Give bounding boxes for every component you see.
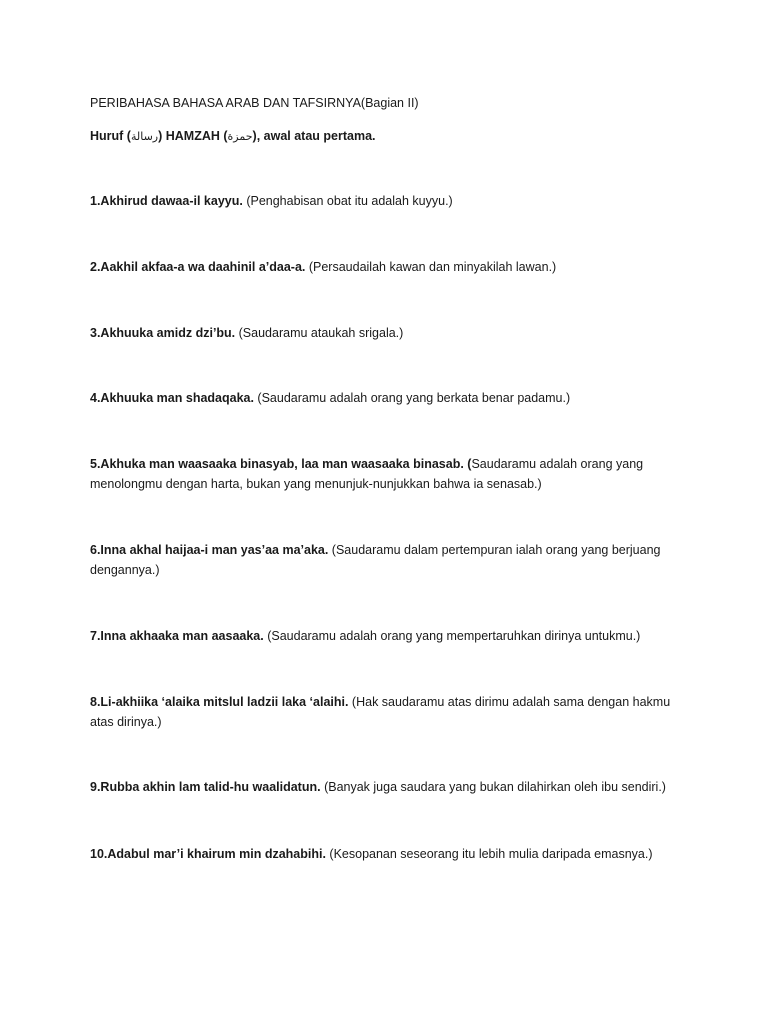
proverb-phrase: 9.Rubba akhin lam talid-hu waalidatun. xyxy=(90,780,321,794)
proverb-meaning: (Banyak juga saudara yang bukan dilahirkan oleh ibu sendiri.) xyxy=(320,780,666,794)
proverb-phrase: 5.Akhuka man waasaaka binasyab, laa man waasaaka binasab. ( xyxy=(90,457,472,471)
proverb-meaning: (Saudaramu dalam pertempuran ialah orang yang berjuang dengannya.) xyxy=(90,543,661,577)
proverb-meaning: (Saudaramu ataukah srigala.) xyxy=(235,326,404,340)
subtitle-suffix: ), awal atau pertama. xyxy=(252,129,376,143)
title-text: PERIBAHASA BAHASA ARAB DAN TAFSIRNYA(Bagian II) xyxy=(90,96,419,110)
proverb-meaning: (Saudaramu adalah orang yang berkata benar padamu.) xyxy=(253,391,571,405)
proverb-item xyxy=(90,388,690,408)
proverb-phrase: 7.Inna akhaaka man aasaaka. xyxy=(90,629,264,643)
proverb-meaning: (Saudaramu adalah orang yang mempertaruhkan dirinya untukmu.) xyxy=(263,629,641,643)
proverb-phrase: 4.Akhuuka man shadaqaka. xyxy=(90,391,254,405)
proverb-phrase: 1.Akhirud dawaa-il kayyu. xyxy=(90,194,243,208)
proverb-meaning: (Kesopanan seseorang itu lebih mulia daripada emasnya.) xyxy=(325,847,653,861)
proverb-item xyxy=(90,844,690,864)
proverb-meaning: Saudaramu adalah orang yang menolongmu dengan harta, bukan yang menunjuk-nunjukkan bahwa ia senasab.) xyxy=(90,457,644,491)
proverb-item xyxy=(90,626,690,646)
document-subtitle xyxy=(90,126,690,147)
subtitle-mid: ) HAMZAH ( xyxy=(158,129,228,143)
proverb-item xyxy=(90,257,690,277)
proverb-item xyxy=(90,454,680,494)
subtitle-arabic-2: حمزة xyxy=(227,131,253,143)
proverb-meaning: (Persaudailah kawan dan minyakilah lawan.) xyxy=(305,260,557,274)
document-title xyxy=(90,93,690,113)
proverb-phrase: 2.Aakhil akfaa-a wa daahinil a’daa-a. xyxy=(90,260,306,274)
subtitle-prefix: Huruf ( xyxy=(90,129,131,143)
proverb-meaning: (Penghabisan obat itu adalah kuyyu.) xyxy=(242,194,453,208)
proverb-phrase: 6.Inna akhal haijaa-i man yas’aa ma’aka. xyxy=(90,543,329,557)
proverb-item xyxy=(90,692,680,732)
proverb-item xyxy=(90,540,680,580)
proverb-phrase: 10.Adabul mar’i khairum min dzahabihi. xyxy=(90,847,326,861)
proverb-item xyxy=(90,777,690,797)
proverb-phrase: 8.Li-akhiika ‘alaika mitslul ladzii laka ‘alaihi. xyxy=(90,695,349,709)
proverb-meaning: (Hak saudaramu atas dirimu adalah sama dengan hakmu atas dirinya.) xyxy=(90,695,671,729)
subtitle-arabic-1: رسالة xyxy=(130,131,159,143)
proverb-item xyxy=(90,323,690,343)
proverb-item xyxy=(90,191,690,211)
proverb-phrase: 3.Akhuuka amidz dzi’bu. xyxy=(90,326,236,340)
